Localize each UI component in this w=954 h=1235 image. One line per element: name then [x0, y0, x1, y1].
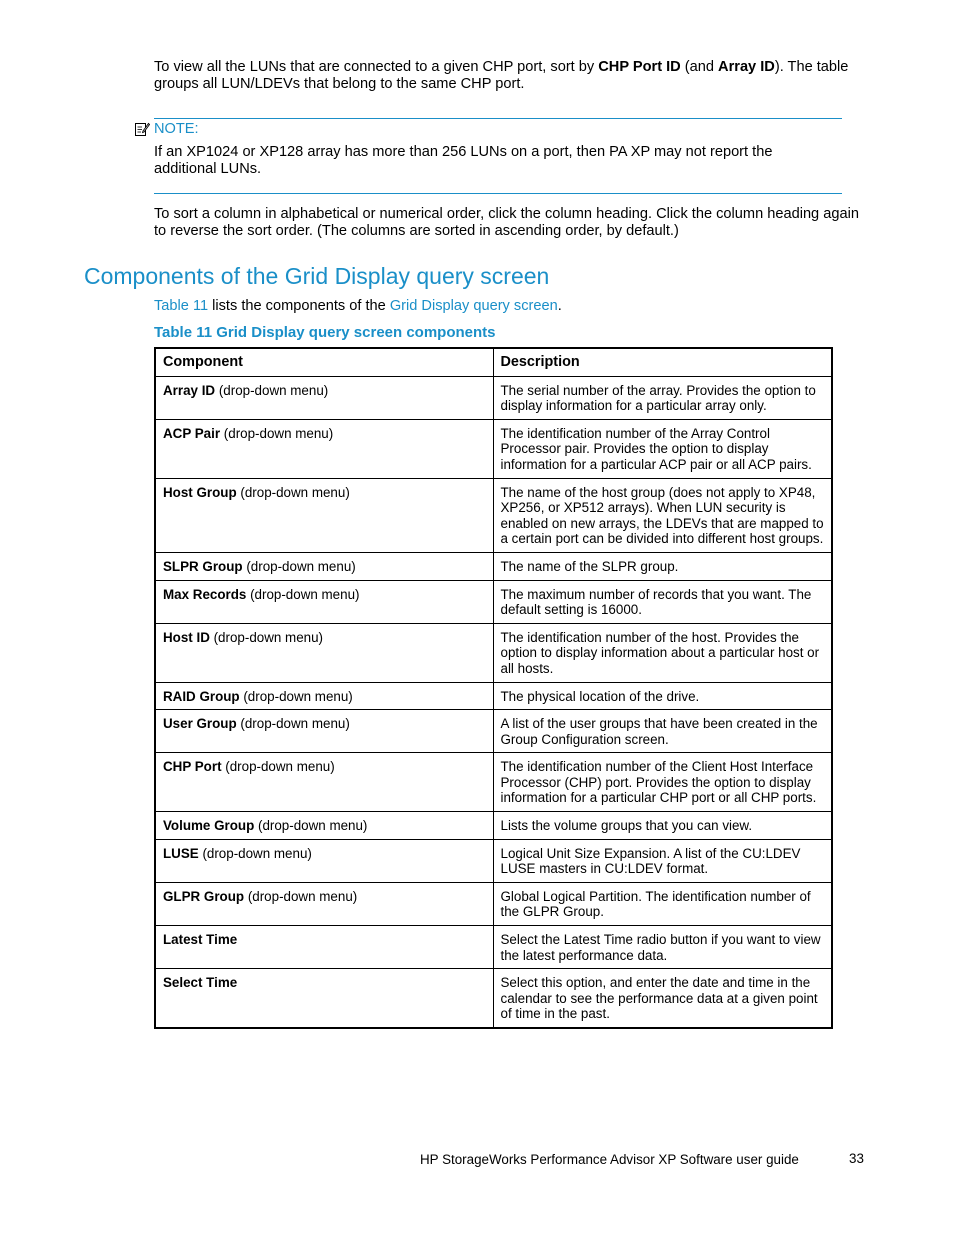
table-row: [155, 552, 832, 580]
table-reference-link[interactable]: Table 11: [154, 298, 209, 314]
component-cell: [155, 682, 493, 710]
component-type: (drop-down menu): [221, 759, 335, 775]
table-row: [155, 839, 832, 882]
component-name: User Group: [163, 716, 237, 732]
component-name: ACP Pair: [163, 425, 221, 441]
component-name: Host Group: [163, 484, 237, 500]
table-row: [155, 812, 832, 840]
description-cell: Select this option, and enter the date and time in the calendar to see the performance data at a given point of time in the past.: [493, 969, 832, 1028]
intro-paragraph: To view all the LUNs that are connected to a given CHP port, sort by CHP Port ID (and Array ID). The table groups all LUN/LDEVs that belong to the same CHP port.: [154, 59, 849, 92]
component-cell: [155, 710, 493, 753]
section-intro: Table 11 lists the components of the Grid Display query screen.: [154, 298, 562, 314]
table-row: [155, 926, 832, 969]
component-name: CHP Port: [163, 759, 222, 775]
header-description: Description: [493, 348, 832, 376]
description-cell: Select the Latest Time radio button if you want to view the latest performance data.: [493, 926, 832, 969]
table-caption: Table 11 Grid Display query screen components: [154, 324, 496, 341]
component-name: Array ID: [163, 382, 216, 398]
component-cell: [155, 580, 493, 623]
section-heading: Components of the Grid Display query screen: [84, 263, 550, 289]
component-name: SLPR Group: [163, 558, 243, 574]
component-name: Select Time: [163, 975, 238, 991]
description-cell: The identification number of the Array Control Processor pair. Provides the option to display information for a particular ACP pair or all ACP pairs.: [493, 419, 832, 478]
description-cell: The name of the host group (does not apply to XP48, XP256, or XP512 arrays). When LUN security is enabled on new arrays, the LDEVs that are mapped to a certain port can be divided into different host groups.: [493, 478, 832, 552]
table-header-row: [155, 348, 832, 376]
sort-paragraph: To sort a column in alphabetical or numerical order, click the column heading. Click the column heading again to reverse the sort order. (The columns are sorted in ascending order, by default.): [154, 206, 859, 239]
description-cell: A list of the user groups that have been created in the Group Configuration screen.: [493, 710, 832, 753]
table-row: [155, 969, 832, 1028]
component-name: GLPR Group: [163, 888, 245, 904]
component-cell: [155, 926, 493, 969]
description-cell: The name of the SLPR group.: [493, 552, 832, 580]
description-cell: The identification number of the host. Provides the option to display information about a particular host or all hosts.: [493, 623, 832, 682]
description-cell: The serial number of the array. Provides the option to display information for a particular array only.: [493, 376, 832, 419]
description-cell: Global Logical Partition. The identification number of the GLPR Group.: [493, 882, 832, 925]
component-type: (drop-down menu): [198, 845, 312, 861]
component-name: Volume Group: [163, 818, 255, 834]
component-type: (drop-down menu): [215, 382, 329, 398]
description-cell: The maximum number of records that you want. The default setting is 16000.: [493, 580, 832, 623]
table-row: [155, 580, 832, 623]
table-row: [155, 478, 832, 552]
grid-display-link[interactable]: Grid Display query screen: [389, 298, 558, 314]
note-top-rule: [154, 118, 842, 119]
component-type: (drop-down menu): [220, 425, 334, 441]
table-row: [155, 682, 832, 710]
note-text: If an XP1024 or XP128 array has more than 256 LUNs on a port, then PA XP may not report the additional LUNs.: [154, 144, 773, 177]
table-row: [155, 710, 832, 753]
component-cell: [155, 478, 493, 552]
component-name: RAID Group: [163, 688, 240, 704]
table-row: [155, 419, 832, 478]
table-row: [155, 882, 832, 925]
component-type: (drop-down menu): [209, 629, 324, 645]
component-cell: [155, 419, 493, 478]
note-pencil-icon: [134, 121, 150, 137]
page-number: 33: [849, 1151, 864, 1166]
component-name: LUSE: [163, 845, 199, 861]
component-cell: [155, 812, 493, 840]
table-row: [155, 753, 832, 812]
component-type: (drop-down menu): [236, 716, 350, 732]
component-cell: [155, 839, 493, 882]
component-name: Latest Time: [163, 932, 238, 948]
note-label: NOTE:: [154, 121, 199, 137]
description-cell: The physical location of the drive.: [493, 682, 832, 710]
description-cell: The identification number of the Client Host Interface Processor (CHP) port. Provides the option to display information for a particular CHP port or all CHP ports.: [493, 753, 832, 812]
footer-title: HP StorageWorks Performance Advisor XP Software user guide: [420, 1152, 799, 1167]
component-name: Max Records: [163, 586, 247, 602]
component-type: (drop-down menu): [242, 558, 356, 574]
description-cell: Lists the volume groups that you can view.: [493, 812, 832, 840]
component-cell: [155, 882, 493, 925]
component-cell: [155, 753, 493, 812]
component-type: (drop-down menu): [244, 888, 358, 904]
header-component: Component: [155, 348, 493, 376]
component-type: (drop-down menu): [236, 484, 350, 500]
note-heading: [134, 120, 199, 138]
components-table: [154, 347, 833, 1029]
component-cell: [155, 969, 493, 1028]
component-type: (drop-down menu): [254, 818, 368, 834]
component-name: Host ID: [163, 629, 210, 645]
component-type: (drop-down menu): [239, 688, 353, 704]
table-row: [155, 376, 832, 419]
component-cell: [155, 552, 493, 580]
component-type: (drop-down menu): [246, 586, 360, 602]
description-cell: Logical Unit Size Expansion. A list of the CU:LDEV LUSE masters in CU:LDEV format.: [493, 839, 832, 882]
table-row: [155, 623, 832, 682]
component-cell: [155, 376, 493, 419]
component-cell: [155, 623, 493, 682]
note-bottom-rule: [154, 193, 842, 194]
